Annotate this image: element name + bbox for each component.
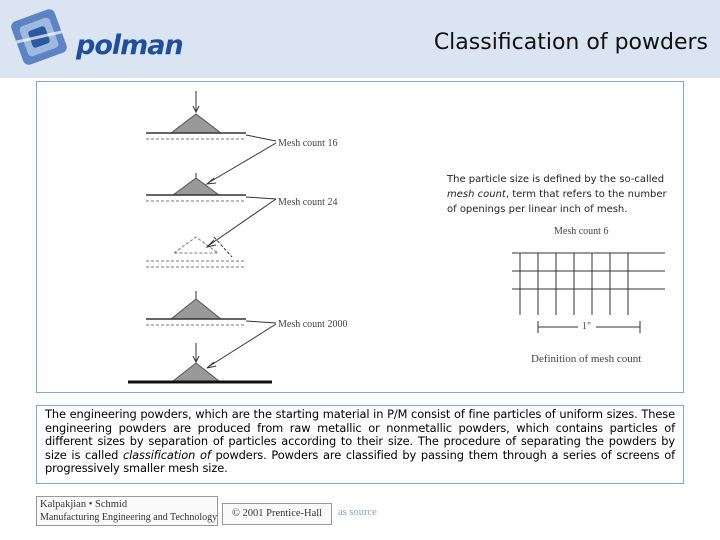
slide-header (0, 0, 720, 78)
polman-logo-icon (6, 4, 72, 70)
copyright-notice: © 2001 Prentice-Hall (222, 503, 332, 525)
mesh-label-16: Mesh count 16 (278, 138, 338, 149)
classification-term: classification of (122, 447, 211, 462)
sieve-stack-diagram (36, 81, 376, 393)
mesh-grid-title: Mesh count 6 (554, 226, 609, 237)
mesh-grid-caption: Definition of mesh count (531, 353, 642, 365)
sieve-2000 (146, 299, 246, 325)
logo-text: polman (76, 30, 183, 61)
mesh-label-24: Mesh count 24 (278, 197, 338, 208)
mesh-count-description: The particle size is defined by the so-called mesh count, term that refers to the number of openings per linear inch of mesh. (447, 174, 667, 215)
collection-pan (128, 363, 272, 382)
slide-title: Classification of powders (433, 30, 708, 55)
mesh-dimension-label: 1" (582, 321, 592, 332)
mesh-count-term: mesh count (447, 189, 506, 200)
sieve-intermediate (146, 237, 246, 267)
book-authors: Kalpakjian • Schmid (40, 499, 128, 510)
mesh-label-2000: Mesh count 2000 (278, 319, 348, 330)
sieve-24 (146, 178, 246, 201)
source-note: as source (338, 507, 377, 518)
book-title: Manufacturing Engineering and Technology (40, 512, 218, 523)
book-reference (36, 496, 218, 526)
sieve-16 (146, 114, 246, 139)
body-paragraph: The engineering powders, which are the starting material in P/M consist of fine particles of uniform sizes. These engineering powders are produced from raw metallic or nonmetallic powders, which contains particles of different sizes by separation of particles according to their size. The procedure of separating the powders by size is called classification of powders. Powders are classified by passing them through a series of screens of progressively smaller mesh size. (36, 405, 684, 484)
mesh-grid-diagram (490, 215, 670, 340)
